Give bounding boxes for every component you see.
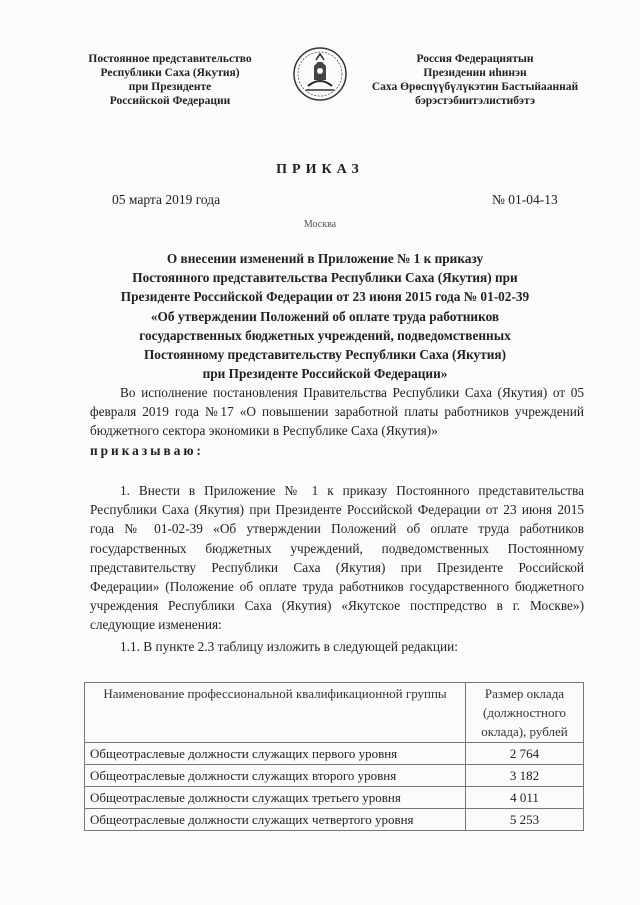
- clause-1-1-paragraph: [90, 637, 584, 656]
- column-header-group: Наименование профессиональной квалификационной группы: [85, 683, 466, 743]
- table-cell-salary: 3 182: [466, 765, 584, 787]
- clause-1-paragraph: [90, 481, 584, 635]
- header-left-line: при Президенте: [128, 81, 212, 93]
- table-row: [85, 765, 584, 787]
- subject-line: О внесении изменений в Приложение № 1 к приказу: [166, 251, 484, 266]
- preamble-paragraph: [90, 383, 584, 460]
- document-number: № 01-04-13: [492, 192, 558, 207]
- order-word: приказываю:: [90, 442, 204, 458]
- table-cell-group: Общеотраслевые должности служащих четвертого уровня: [85, 809, 466, 831]
- header-left-line: Российской Федерации: [109, 95, 231, 107]
- preamble-text: Во исполнение постановления Правительства Республики Саха (Якутия) от 05 февраля 2019 года №17 «О повышении заработной платы работников учреждений бюджетного сектора экономики в Республике Саха (Якутия)»: [90, 385, 584, 439]
- document-subject: [90, 249, 560, 383]
- header-right-org: [355, 52, 595, 108]
- table-row: [85, 743, 584, 765]
- table-cell-salary: 5 253: [466, 809, 584, 831]
- table-cell-group: Общеотраслевые должности служащих первого уровня: [85, 743, 466, 765]
- header-right-line: бэрэстэбиитэлистибэтэ: [415, 95, 535, 107]
- table-cell-group: Общеотраслевые должности служащих второго уровня: [85, 765, 466, 787]
- coat-of-arms-icon: [292, 46, 348, 102]
- header-right-line: Президенин иһинэн: [423, 67, 527, 79]
- document-title: ПРИКАЗ: [276, 162, 364, 177]
- clause-1-1-text: 1.1. В пункте 2.3 таблицу изложить в следующей редакции:: [120, 639, 458, 654]
- table-row: [85, 787, 584, 809]
- subject-line: Президенте Российской Федерации от 23 июня 2015 года № 01-02-39: [120, 289, 530, 305]
- subject-line: Постоянного представительства Республики Саха (Якутия) при: [132, 270, 518, 286]
- table-row: [85, 809, 584, 831]
- subject-line: при Президенте Российской Федерации»: [202, 366, 448, 382]
- subject-line: государственных бюджетных учреждений, подведомственных: [139, 327, 511, 343]
- header-left-org: [70, 52, 270, 108]
- table-cell-group: Общеотраслевые должности служащих третьего уровня: [85, 787, 466, 809]
- document-city: Москва: [303, 219, 337, 230]
- subject-line: Постоянному представительству Республики Саха (Якутия): [143, 347, 507, 363]
- clause-1-text: 1. Внести в Приложение № 1 к приказу Постоянного представительства Республики Саха (Якутия) при Президенте Российской Федерации от 23 июня 2015 года № 01-02-39 «Об утверждении Положений об оплате труда работников государственных бюджетных учреждений, подведомственных Постоянному представительству Республики Саха (Якутия) при Президенте Российской Федерации» (Положение об оплате труда работников государственного бюджетного учреждения Республики Саха (Якутия) «Якутское постпредство в г. Москве») следующие изменения:: [90, 483, 584, 633]
- subject-line: «Об утверждении Положений об оплате труда работников: [150, 308, 500, 324]
- header-left-line: Постоянное представительство: [88, 53, 252, 65]
- table-cell-salary: 2 764: [466, 743, 584, 765]
- salary-table: [84, 682, 584, 831]
- header-right-line: Саха Өрөспүүбүлүкэтин Бастыйааннай: [371, 81, 579, 93]
- header-left-line: Республики Саха (Якутия): [100, 67, 240, 79]
- table-header-row: [85, 683, 584, 743]
- column-header-salary: Размер оклада (должностного оклада), рублей: [466, 683, 584, 743]
- document-date: 05 марта 2019 года: [112, 192, 221, 207]
- table-cell-salary: 4 011: [466, 787, 584, 809]
- header-right-line: Россия Федерациятын: [416, 53, 534, 65]
